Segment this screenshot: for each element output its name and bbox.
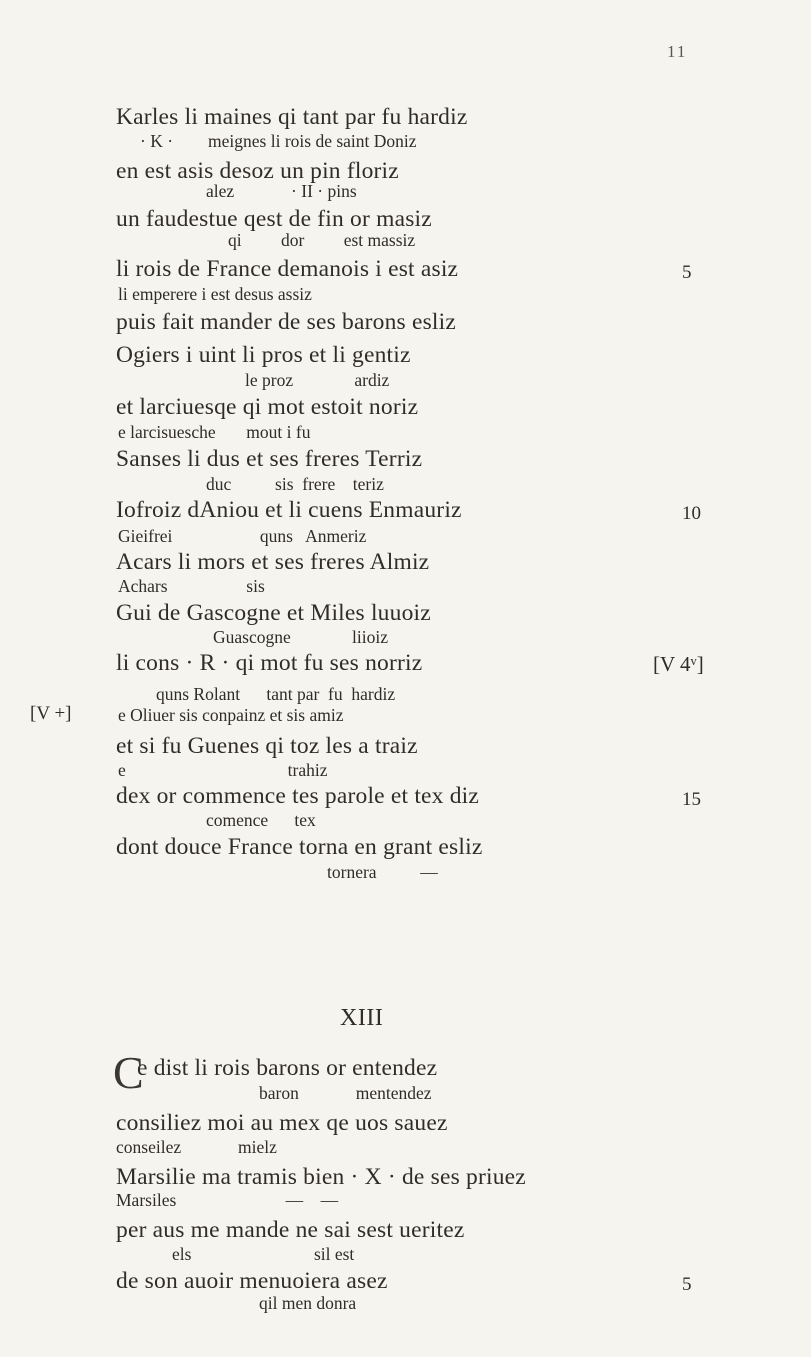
verse-line: en est asis desoz un pin floriz <box>116 158 399 184</box>
verse-line: dont douce France torna en grant esliz <box>116 834 483 860</box>
variant-reading: Achars sis <box>118 576 265 596</box>
verse-line: Ogiers i uint li pros et li gentiz <box>116 342 411 368</box>
variant-reading: Gieifrei quns Anmeriz <box>118 526 367 546</box>
line-number: 10 <box>682 503 701 524</box>
folio-reference: [V 4ᵛ] <box>653 652 704 676</box>
verse-line: et si fu Guenes qi toz les a traiz <box>116 733 418 759</box>
verse-line: Acars li mors et ses freres Almiz <box>116 549 430 575</box>
line-number: 5 <box>682 262 692 283</box>
variant-reading: e Oliuer sis conpainz et sis amiz <box>118 705 344 725</box>
variant-reading: qi dor est massiz <box>228 230 416 250</box>
verse-line: li rois de France demanois i est asiz <box>116 256 459 282</box>
variant-reading: e trahiz <box>118 760 328 780</box>
verse-line: Iofroiz dAniou et li cuens Enmauriz <box>116 497 462 523</box>
variant-reading: baron mentendez <box>259 1083 432 1103</box>
verse-line: de son auoir menuoiera asez <box>116 1268 388 1294</box>
verse-line: li cons · R · qi mot fu ses norriz <box>116 650 423 676</box>
verse-line: Karles li maines qi tant par fu hardiz <box>116 104 468 130</box>
verse-line: dex or commence tes parole et tex diz <box>116 783 480 809</box>
variant-reading: qil men donra <box>259 1293 357 1313</box>
line-number: 5 <box>682 1274 692 1295</box>
verse-line: et larciuesqe qi mot estoit noriz <box>116 394 419 420</box>
section-heading: XIII <box>340 1005 384 1031</box>
verse-line: Marsilie ma tramis bien · X · de ses priuez <box>116 1164 526 1190</box>
variant-reading: els sil est <box>172 1244 355 1264</box>
drop-cap: C <box>113 1047 144 1098</box>
variant-reading: quns Rolant tant par fu hardiz <box>156 684 396 704</box>
verse-line: consiliez moi au mex qe uos sauez <box>116 1110 448 1136</box>
variant-reading: e larcisuesche mout i fu <box>118 422 311 442</box>
line-number: 15 <box>682 789 701 810</box>
verse-line: puis fait mander de ses barons esliz <box>116 309 457 335</box>
variant-reading: comence tex <box>206 810 316 830</box>
variant-reading: le proz ardiz <box>245 370 390 390</box>
verse-line: Gui de Gascogne et Miles luuoiz <box>116 600 431 626</box>
variant-reading: conseilez mielz <box>116 1137 277 1157</box>
verse-line: un faudestue qest de fin or masiz <box>116 206 432 232</box>
margin-reference: [V +] <box>30 703 72 724</box>
variant-reading: · K · meignes li rois de saint Doniz <box>140 131 417 151</box>
variant-reading: Marsiles — — <box>116 1190 339 1210</box>
variant-reading: alez · II · pins <box>206 181 357 201</box>
verse-line: per aus me mande ne sai sest ueritez <box>116 1217 465 1243</box>
variant-reading: li emperere i est desus assiz <box>118 284 312 304</box>
verse-line: e dist li rois barons or entendez <box>137 1055 438 1081</box>
variant-reading: tornera — <box>327 862 438 882</box>
variant-reading: Guascogne liioiz <box>213 627 388 647</box>
verse-line: Sanses li dus et ses freres Terriz <box>116 446 423 472</box>
variant-reading: duc sis frere teriz <box>206 474 384 494</box>
page-number: 11 <box>667 42 688 61</box>
